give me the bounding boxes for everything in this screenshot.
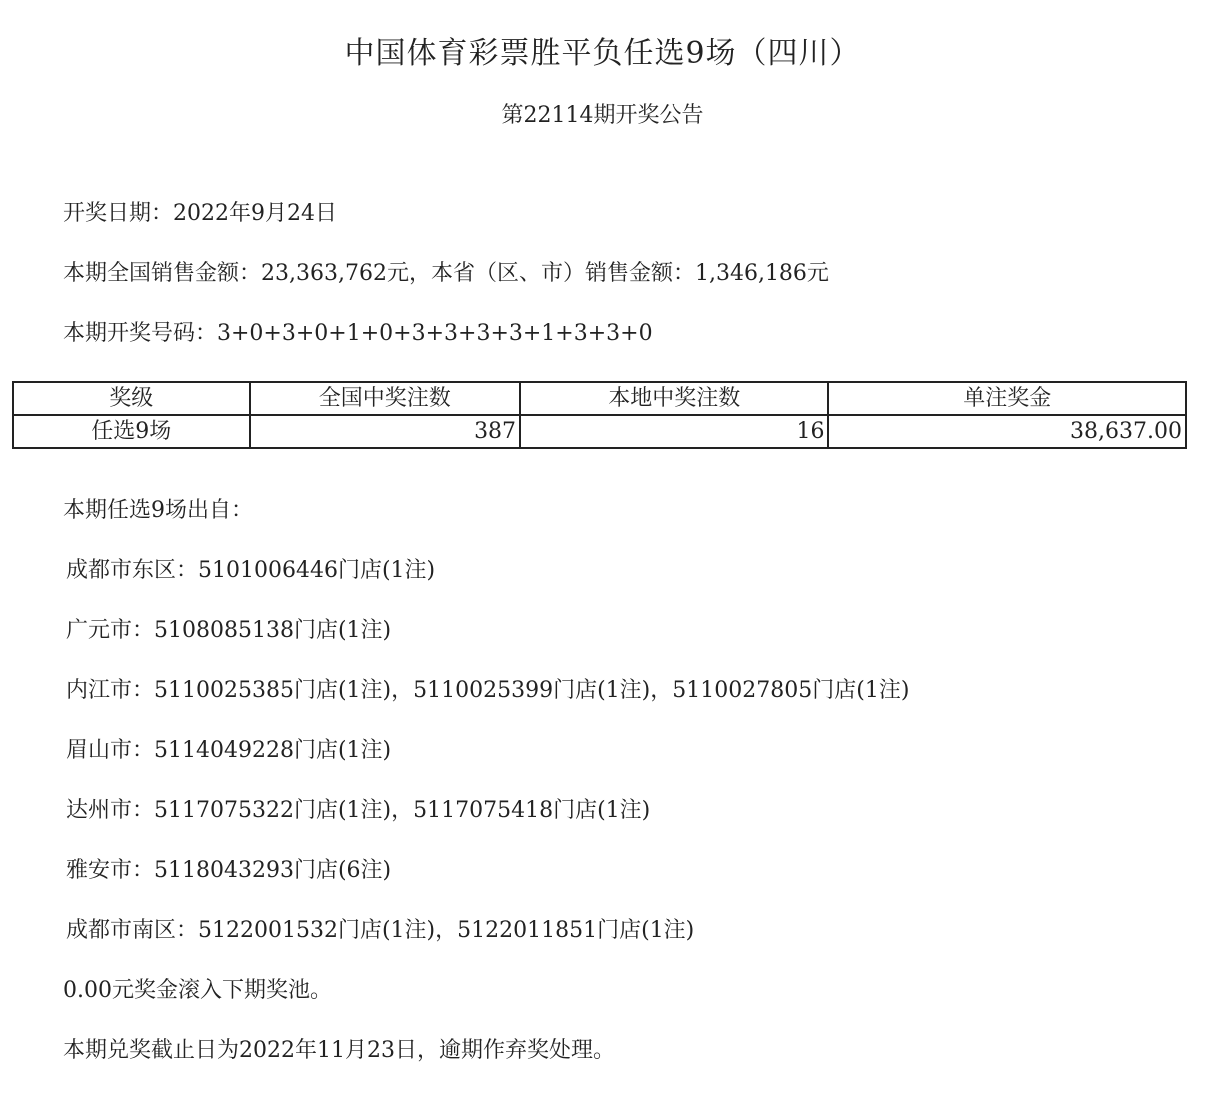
source-heading: 本期任选9场出自： — [63, 498, 253, 523]
list-item: 广元市：5108085138门店(1注) — [66, 618, 392, 643]
header-prize-amount: 单注奖金 — [828, 382, 1186, 415]
list-item: 达州市：5117075322门店(1注)，5117075418门店(1注) — [66, 798, 651, 823]
announcement-subtitle: 第22114期开奖公告 — [501, 103, 704, 128]
prize-table-header-row — [13, 382, 1186, 415]
cell-national-winners: 387 — [250, 415, 521, 448]
table-row — [13, 415, 1186, 448]
draw-numbers: 本期开奖号码：3+0+3+0+1+0+3+3+3+3+1+3+3+0 — [63, 321, 653, 346]
header-national-winners: 全国中奖注数 — [250, 382, 521, 415]
rollover-note: 0.00元奖金滚入下期奖池。 — [63, 978, 332, 1003]
cell-local-winners: 16 — [520, 415, 828, 448]
announcement-title: 中国体育彩票胜平负任选9场（四川） — [344, 36, 861, 71]
list-item: 内江市：5110025385门店(1注)，5110025399门店(1注)，5110027805门店(1注) — [66, 678, 910, 703]
list-item: 成都市南区：5122001532门店(1注)，5122011851门店(1注) — [66, 918, 695, 943]
list-item: 成都市东区：5101006446门店(1注) — [66, 558, 436, 583]
sales-amount: 本期全国销售金额：23,363,762元，本省（区、市）销售金额：1,346,186元 — [63, 261, 829, 286]
claim-deadline: 本期兑奖截止日为2022年11月23日，逾期作弃奖处理。 — [63, 1038, 615, 1063]
header-prize-level: 奖级 — [13, 382, 250, 415]
prize-table — [12, 381, 1187, 449]
cell-prize-level: 任选9场 — [13, 415, 250, 448]
cell-prize-amount: 38,637.00 — [828, 415, 1186, 448]
draw-date: 开奖日期：2022年9月24日 — [63, 201, 337, 226]
list-item: 眉山市：5114049228门店(1注) — [66, 738, 392, 763]
list-item: 雅安市：5118043293门店(6注) — [66, 858, 392, 883]
header-local-winners: 本地中奖注数 — [520, 382, 828, 415]
